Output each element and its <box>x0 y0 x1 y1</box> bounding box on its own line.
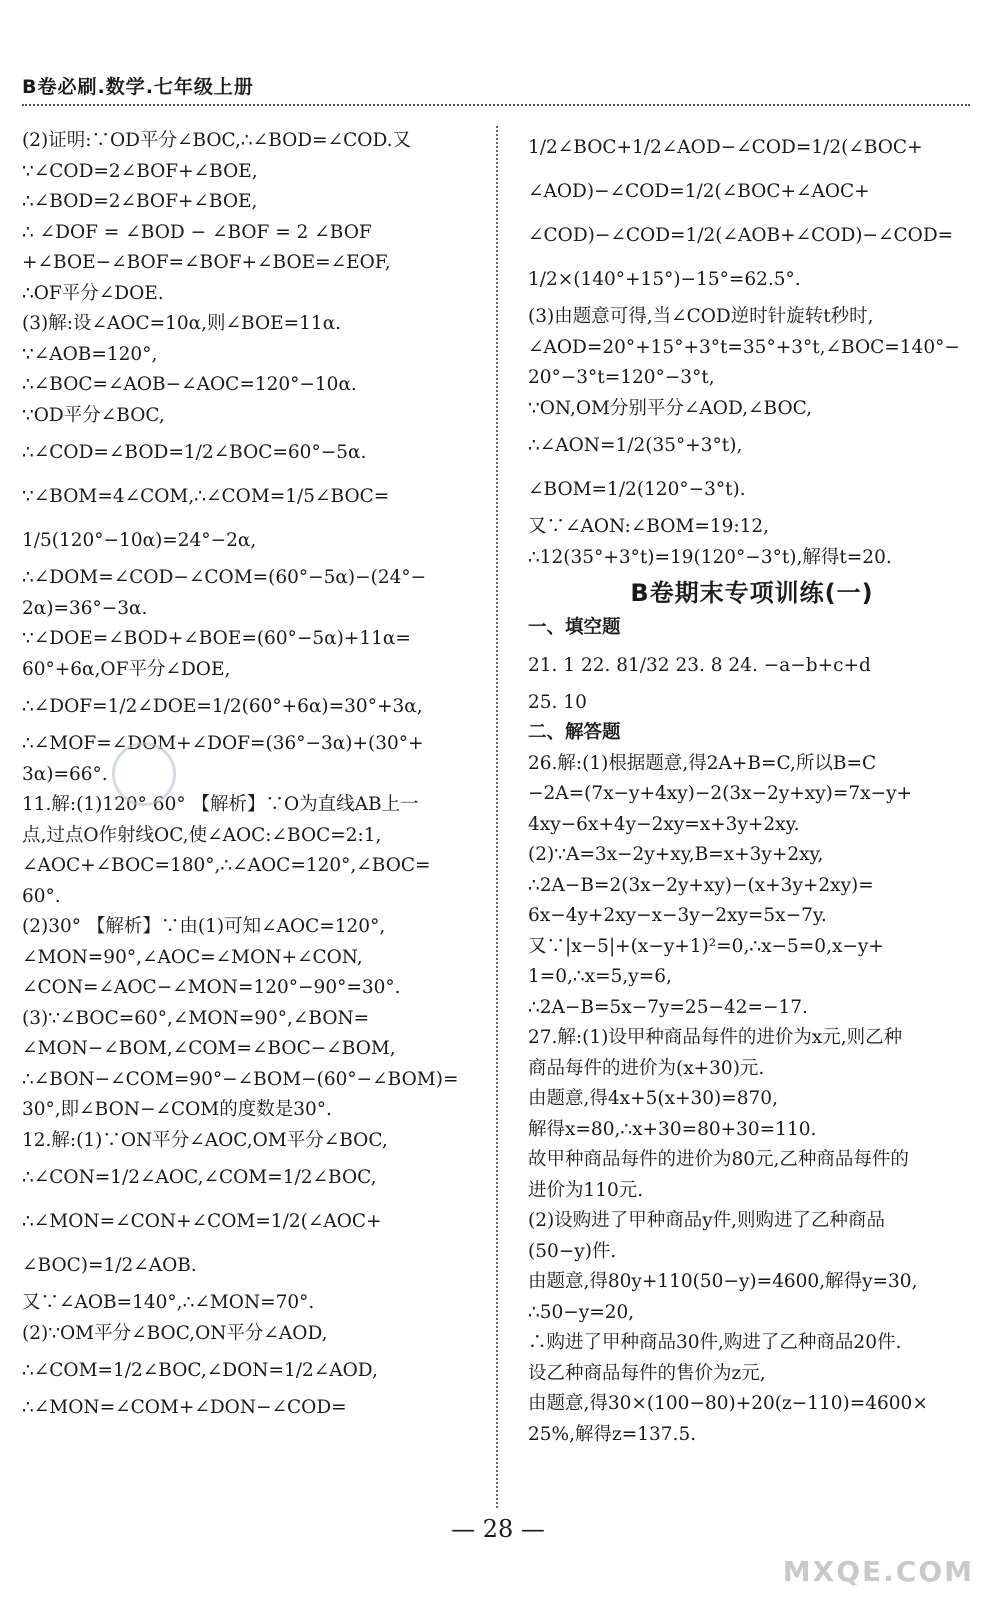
right-column <box>528 126 976 1450</box>
solution-line: 进价为110元. <box>528 1179 644 1201</box>
column-divider <box>496 126 498 1508</box>
solution-line: 又∵∠AON:∠BOM=19:12, <box>528 516 770 537</box>
solution-line: 27.解:(1)设甲种商品每件的进价为x元,则乙种 <box>528 1027 903 1048</box>
solution-line: 26.解:(1)根据题意,得2A+B=C,所以B=C <box>528 752 877 774</box>
solution-line: 1/2∠BOC+1/2∠AOD−∠COD=1/2(∠BOC+ <box>528 137 923 158</box>
solution-line: (2)证明:∵OD平分∠BOC,∴∠BOD=∠COD.又 <box>22 130 412 151</box>
homework-stamp <box>112 742 176 806</box>
solution-line: ∵∠COD=2∠BOF+∠BOE, <box>22 160 258 182</box>
solution-line: 60°+6α,OF平分∠DOE, <box>22 658 231 680</box>
solution-line: ∠BOC)=1/2∠AOB. <box>22 1255 197 1276</box>
solution-line: (2)∵OM平分∠BOC,ON平分∠AOD, <box>22 1322 328 1344</box>
solution-line: ∵∠DOE=∠BOD+∠BOE=(60°−5α)+11α= <box>22 628 411 649</box>
solution-line: 由题意,得30×(100−80)+20(z−110)=4600× <box>528 1393 928 1414</box>
solution-line: 解得x=80,∴x+30=80+30=110. <box>528 1118 817 1140</box>
solution-line: ∴2A−B=5x−7y=25−42=−17. <box>528 996 808 1018</box>
solution-line: 又∵∠AOB=140°,∴∠MON=70°. <box>22 1292 315 1313</box>
solution-line: ∴∠AON=1/2(35°+3°t), <box>528 435 743 456</box>
solution-line: 20°−3°t=120°−3°t, <box>528 367 715 388</box>
solution-line: ∴∠BOC=∠AOB−∠AOC=120°−10α. <box>22 374 357 395</box>
answer-line: 21. 1 22. 81/32 23. 8 24. −a−b+c+d <box>528 654 871 676</box>
solution-line: 设乙种商品每件的售价为z元, <box>528 1362 766 1384</box>
solution-line: ∴∠MON=∠CON+∠COM=1/2(∠AOC+ <box>22 1211 382 1232</box>
solution-line: (3)解:设∠AOC=10α,则∠BOE=11α. <box>22 313 342 334</box>
solution-line: 4xy−6x+4y−2xy=x+3y+2xy. <box>528 813 800 835</box>
solution-line: ∵OD平分∠BOC, <box>22 404 165 426</box>
page-number: — 28 — <box>451 1515 545 1543</box>
header-divider <box>22 104 970 106</box>
solution-line: (50−y)件. <box>528 1240 617 1262</box>
solution-line: ∴购进了甲种商品30件,购进了乙种商品20件. <box>528 1332 902 1353</box>
solution-line: ∴ ∠DOF = ∠BOD − ∠BOF = 2 ∠BOF <box>22 221 372 243</box>
solution-line: 30°,即∠BON−∠COM的度数是30°. <box>22 1099 332 1120</box>
solution-line: 60°. <box>22 885 61 907</box>
solution-line: ∠MON−∠BOM,∠COM=∠BOC−∠BOM, <box>22 1038 396 1059</box>
solution-line: (3)由题意可得,当∠COD逆时针旋转t秒时, <box>528 306 874 327</box>
solution-lines <box>528 749 976 1451</box>
solution-line: ∴∠COM=1/2∠BOC,∠DON=1/2∠AOD, <box>22 1360 378 1381</box>
solution-line: ∵∠BOM=4∠COM,∴∠COM=1/5∠BOC= <box>22 486 390 507</box>
solution-line: ∴∠MON=∠COM+∠DON−∠COD= <box>22 1397 347 1418</box>
site-watermark: MXQE.COM <box>782 1555 974 1588</box>
solution-line: ∴12(35°+3°t)=19(120°−3°t),解得t=20. <box>528 546 892 568</box>
answer-line: 25. 10 <box>528 691 587 713</box>
solution-line: ∠MON=90°,∠AOC=∠MON+∠CON, <box>22 946 363 968</box>
solution-line: 6x−4y+2xy−x−3y−2xy=5x−7y. <box>528 905 827 926</box>
solution-line: ∴∠DOM=∠COD−∠COM=(60°−5α)−(24°− <box>22 567 427 588</box>
solution-line: ∠AOC+∠BOC=180°,∴∠AOC=120°,∠BOC= <box>22 855 431 876</box>
solution-line: (2)30° 【解析】∵由(1)可知∠AOC=120°, <box>22 916 386 937</box>
solution-line: ∴∠CON=1/2∠AOC,∠COM=1/2∠BOC, <box>22 1167 377 1188</box>
solution-line: −2A=(7x−y+4xy)−2(3x−2y+xy)=7x−y+ <box>528 783 913 804</box>
book-header: B卷必刷.数学.七年级上册 <box>22 76 254 98</box>
solution-line: 由题意,得80y+110(50−y)=4600,解得y=30, <box>528 1271 918 1292</box>
solution-line: 25%,解得z=137.5. <box>528 1423 697 1445</box>
fill-blank-heading: 一、填空题 <box>528 617 621 638</box>
solution-line: ∠CON=∠AOC−∠MON=120°−90°=30°. <box>22 977 401 998</box>
solution-line: ∵∠AOB=120°, <box>22 343 158 365</box>
solution-line: 1/2×(140°+15°)−15°=62.5°. <box>528 269 801 290</box>
solution-line: (2)∵A=3x−2y+xy,B=x+3y+2xy, <box>528 844 824 865</box>
solution-line: ∴OF平分∠DOE. <box>22 282 164 304</box>
solution-line: ∠COD)−∠COD=1/2(∠AOB+∠COD)−∠COD= <box>528 225 954 246</box>
solution-line: 由题意,得4x+5(x+30)=870, <box>528 1088 778 1109</box>
solution-line: ∴2A−B=2(3x−2y+xy)−(x+3y+2xy)= <box>528 874 874 896</box>
solution-line: +∠BOE−∠BOF=∠BOF+∠BOE=∠EOF, <box>22 252 391 273</box>
solve-heading: 二、解答题 <box>528 722 621 743</box>
solution-line: 商品每件的进价为(x+30)元. <box>528 1057 765 1079</box>
solution-line: ∴∠BOD=2∠BOF+∠BOE, <box>22 191 258 212</box>
solution-line: (2)设购进了甲种商品y件,则购进了乙种商品 <box>528 1210 886 1231</box>
solution-line: 3α)=66°. <box>22 763 108 785</box>
solution-line: 1=0,∴x=5,y=6, <box>528 966 672 987</box>
solution-line: 2α)=36°−3α. <box>22 597 148 619</box>
fill-blank-answers <box>528 644 976 719</box>
solution-line: ∵ON,OM分别平分∠AOD,∠BOC, <box>528 397 812 419</box>
solution-line: ∴∠DOF=1/2∠DOE=1/2(60°+6α)=30°+3α, <box>22 696 423 717</box>
solution-line: 故甲种商品每件的进价为80元,乙种商品每件的 <box>528 1149 909 1170</box>
section-title: B卷期末专项训练(一) <box>630 579 874 607</box>
solution-line: (3)∵∠BOC=60°,∠MON=90°,∠BON= <box>22 1007 370 1029</box>
solution-line: 11.解:(1)120° 60° 【解析】∵O为直线AB上一 <box>22 794 419 815</box>
solution-line: 12.解:(1)∵ON平分∠AOC,OM平分∠BOC, <box>22 1129 388 1151</box>
right-column-continued <box>528 126 976 573</box>
solution-line: 点,过点O作射线OC,使∠AOC:∠BOC=2:1, <box>22 824 382 846</box>
solution-line: ∠BOM=1/2(120°−3°t). <box>528 479 746 500</box>
solution-line: ∠AOD=20°+15°+3°t=35°+3°t,∠BOC=140°− <box>528 336 960 358</box>
solution-line: 1/5(120°−10α)=24°−2α, <box>22 530 257 551</box>
left-column <box>22 126 470 1424</box>
solution-line: ∴∠BON−∠COM=90°−∠BOM−(60°−∠BOM)= <box>22 1068 459 1090</box>
solution-line: ∴∠COD=∠BOD=1/2∠BOC=60°−5α. <box>22 442 367 463</box>
solution-line: ∴∠MOF=∠DOM+∠DOF=(36°−3α)+(30°+ <box>22 733 424 754</box>
solution-line: 又∵|x−5|+(x−y+1)²=0,∴x−5=0,x−y+ <box>528 935 884 957</box>
solution-line: ∴50−y=20, <box>528 1301 635 1323</box>
solution-line: ∠AOD)−∠COD=1/2(∠BOC+∠AOC+ <box>528 181 870 202</box>
